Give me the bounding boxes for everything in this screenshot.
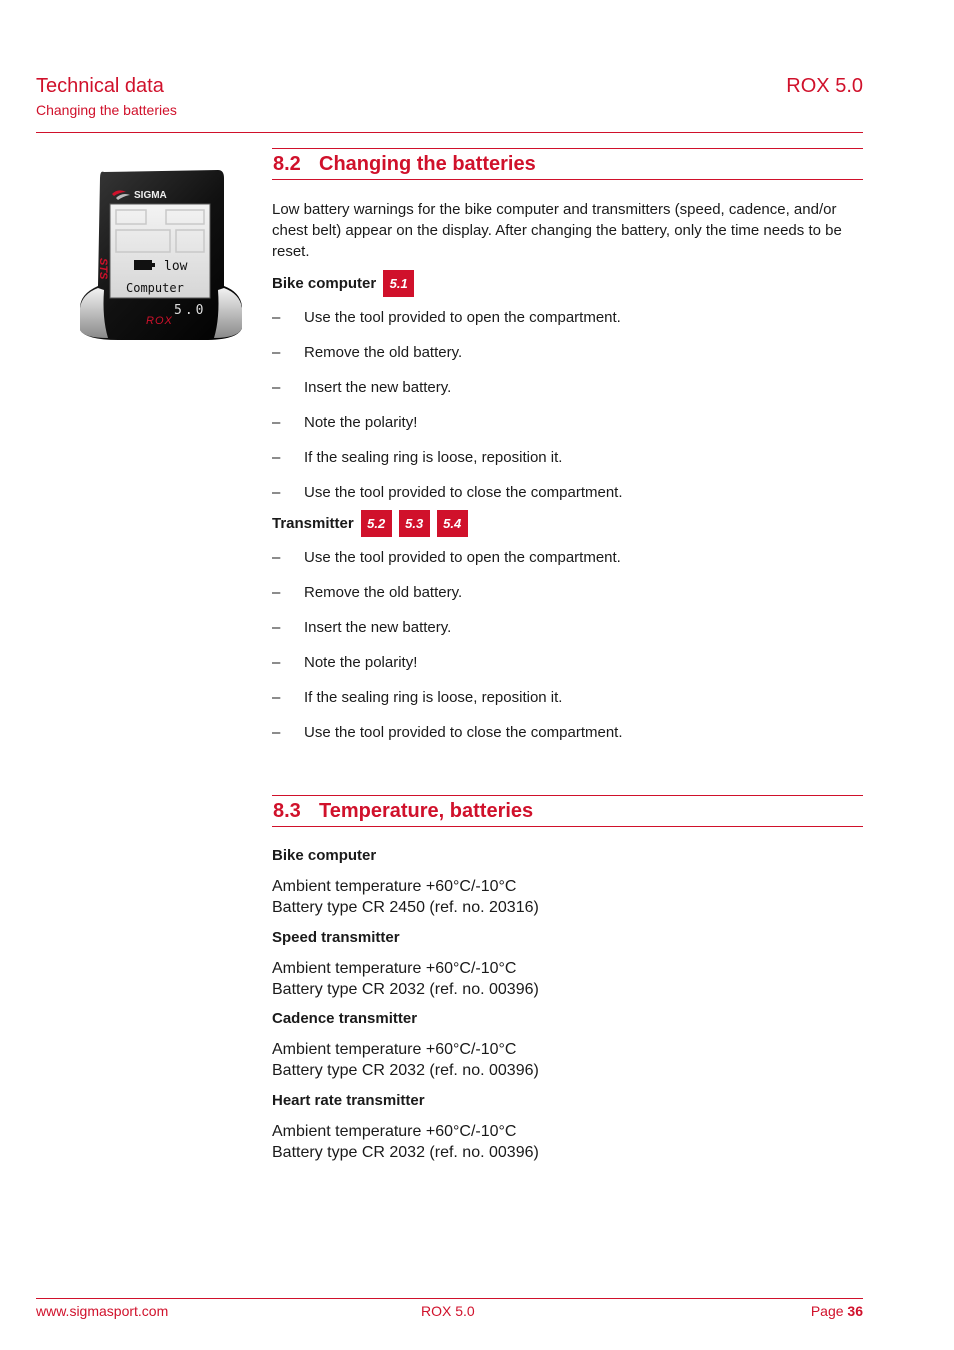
footer-product-name: ROX 5.0 [421,1303,475,1319]
list-item: – Remove the old battery. [272,344,463,361]
brand-text: SIGMA [134,190,167,201]
spec-heading-bike-computer: Bike computer [272,847,377,864]
spec-heading-heart-rate-transmitter: Heart rate transmitter [272,1092,425,1109]
bike-computer-image [78,168,244,344]
list-item: – Use the tool provided to open the compartment. [272,309,621,326]
header-product-name: ROX 5.0 [786,75,863,97]
screen-text-computer: Computer [126,281,184,295]
bike-computer-steps [272,308,852,518]
list-item: – Use the tool provided to close the compartment. [272,484,623,501]
figure-reference-tag: 5.1 [383,270,414,297]
bike-computer-subheading [272,270,414,297]
section-title: Temperature, batteries [319,800,534,822]
spec-text-bike-computer: Ambient temperature +60°C/-10°C Battery type CR 2450 (ref. no. 20316) [272,878,539,916]
footer-divider [36,1298,863,1299]
header-divider [36,132,863,133]
section-number: 8.2 [273,153,301,175]
spec-heading-speed-transmitter: Speed transmitter [272,929,400,946]
subheading-label: Bike computer [272,275,377,292]
footer-page-number: Page 36 [810,1303,863,1319]
figure-reference-tag: 5.3 [399,510,430,537]
battery-icon [134,260,152,270]
spec-heading-cadence-transmitter: Cadence transmitter [272,1010,418,1027]
list-item: – Use the tool provided to open the compartment. [272,549,621,566]
figure-reference-tag: 5.4 [437,510,468,537]
side-label: STS [97,258,109,280]
figure-reference-tag: 5.2 [361,510,392,537]
list-item: – Use the tool provided to close the compartment. [272,724,623,741]
transmitter-steps [272,548,852,758]
section-header-temperature-batteries [272,795,863,827]
list-item: – Insert the new battery. [272,619,452,636]
list-item: – Remove the old battery. [272,584,463,601]
spec-text-speed-transmitter: Ambient temperature +60°C/-10°C Battery type CR 2032 (ref. no. 00396) [272,960,539,998]
model-name-text: ROX [146,315,173,327]
list-item: – Insert the new battery. [272,379,452,396]
footer-website-link[interactable]: www.sigmasport.com [36,1303,169,1319]
list-item: – If the sealing ring is loose, reposition it. [272,689,563,706]
model-number-text: 5.0 [174,303,207,318]
page-section-title: Technical data [36,75,164,97]
intro-paragraph: Low battery warnings for the bike computer and transmitters (speed, cadence, and/or chest belt) appear on the display. After changing the battery, only the time needs to be reset. [272,201,842,260]
list-item: – If the sealing ring is loose, reposition it. [272,449,563,466]
spec-text-cadence-transmitter: Ambient temperature +60°C/-10°C Battery type CR 2032 (ref. no. 00396) [272,1041,539,1079]
section-header-changing-batteries [272,148,863,180]
list-item: – Note the polarity! [272,654,418,671]
section-title: Changing the batteries [319,153,536,175]
spec-text-heart-rate-transmitter: Ambient temperature +60°C/-10°C Battery type CR 2032 (ref. no. 00396) [272,1123,539,1161]
subheading-label: Transmitter [272,515,354,532]
section-number: 8.3 [273,800,301,822]
page-section-subtitle: Changing the batteries [36,102,177,118]
transmitter-subheading [272,510,468,537]
bike-computer-illustration [78,168,244,344]
list-item: – Note the polarity! [272,414,418,431]
screen-text-low: low [164,259,188,274]
